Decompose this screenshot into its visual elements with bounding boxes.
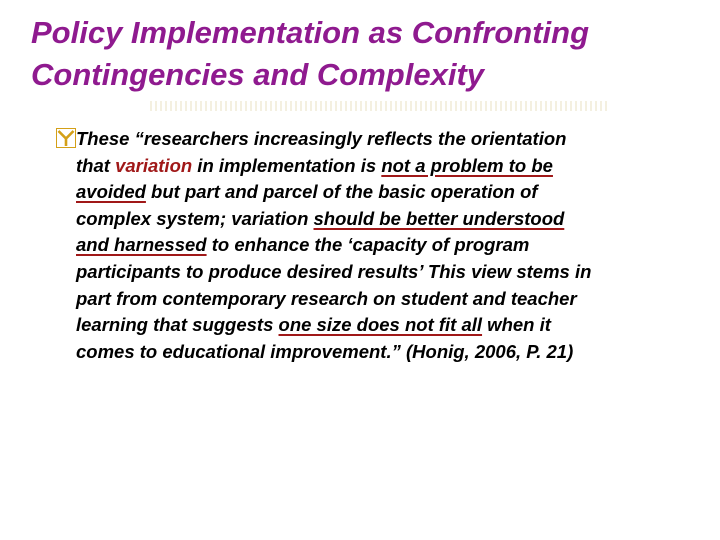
title-divider (150, 101, 610, 111)
bullet-line-9: comes to educational improvement.” (Honig, 2006, P. 21) (76, 340, 574, 362)
bullet-line-4 (76, 206, 716, 233)
underlined-phrase: avoided (76, 181, 146, 203)
text-segment: when it (482, 314, 551, 336)
text-segment: complex system; variation (76, 207, 314, 229)
text-segment: to enhance the ‘capacity of program (206, 234, 530, 256)
y-bullet-icon (56, 128, 76, 148)
bullet-line-7: part from contemporary research on student and teacher (76, 287, 577, 309)
underlined-phrase: should be better understood (313, 207, 565, 229)
slide-title-line-2: Contingencies and Complexity (31, 57, 485, 92)
bullet-line-5 (76, 232, 716, 259)
bullet-line-1: These “researchers increasingly reflects the orientation (76, 128, 567, 149)
bullet-line-6: participants to produce desired results’ This view stems in (76, 260, 592, 282)
slide-title (31, 12, 701, 96)
text-segment: but part and parcel of the basic operation of (145, 181, 538, 203)
text-segment: that (76, 154, 116, 176)
bullet-text (76, 126, 716, 365)
bullet-line-8 (76, 312, 716, 339)
highlight-variation: variation (115, 154, 193, 176)
underlined-phrase: and harnessed (76, 234, 207, 256)
underlined-phrase: not a problem to be (381, 154, 553, 176)
bullet-line-3 (76, 179, 716, 206)
text-segment: learning that suggests (76, 314, 279, 336)
text-segment: in implementation is (192, 154, 382, 176)
bullet-line-2 (76, 153, 716, 180)
slide-title-line-1: Policy Implementation as Confronting (31, 15, 590, 50)
underlined-phrase: one size does not fit all (278, 314, 483, 336)
